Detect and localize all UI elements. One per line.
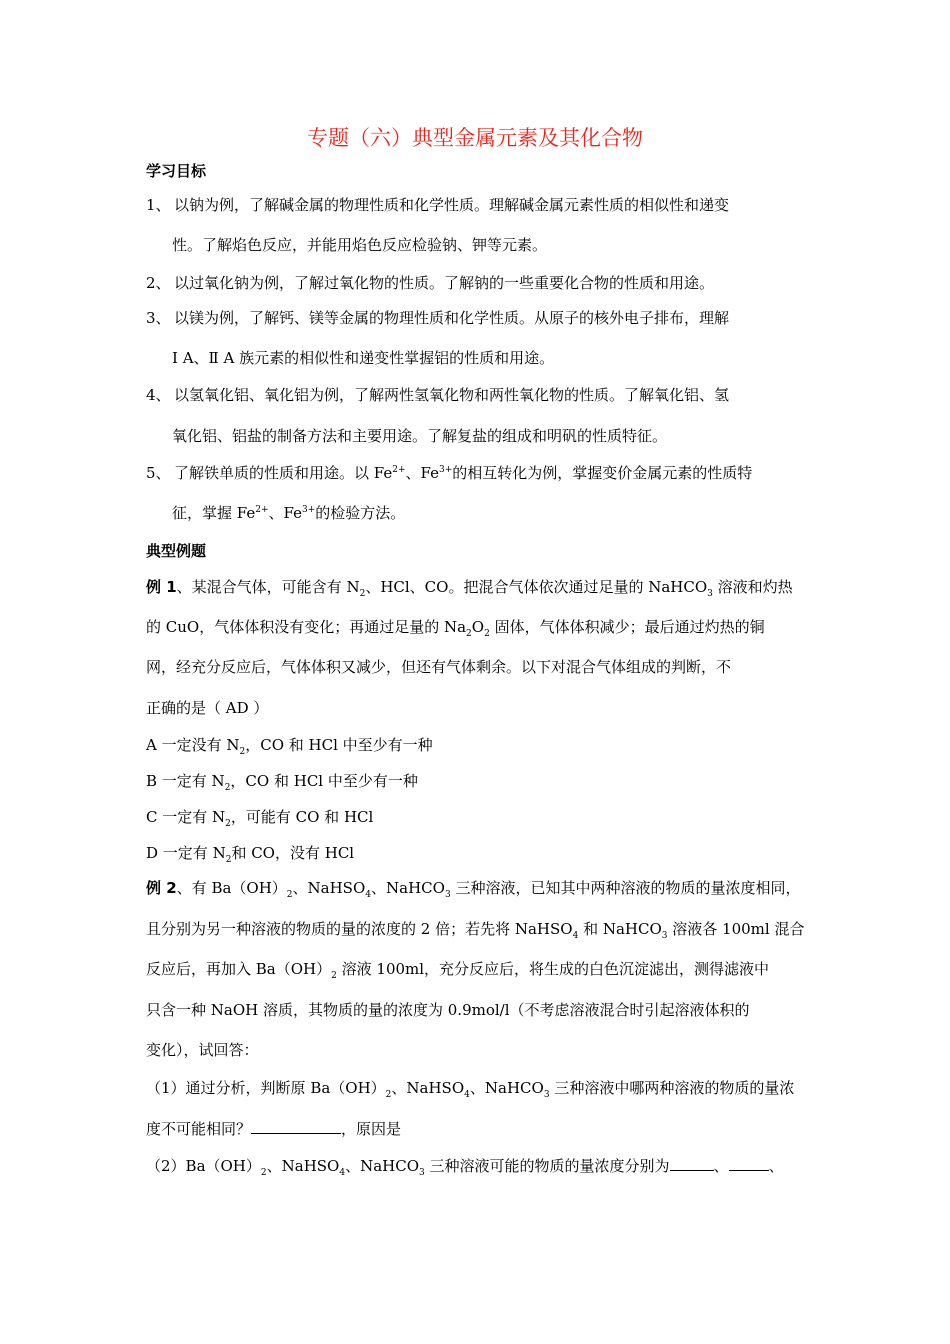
example-1-option-b: B 一定有 $N_2$，CO 和 HCl 中至少有一种 <box>146 772 418 793</box>
goal-item-continued: 性。了解焰色反应，并能用焰色反应检验钠、钾等元素。 <box>172 236 548 254</box>
goal-item: 2、 以过氧化钠为例，了解过氧化物的性质。了解钠的一些重要化合物的性质和用途。 <box>146 274 715 292</box>
section-heading-goals: 学习目标 <box>146 162 207 180</box>
document-title: 专题（六）典型金属元素及其化合物 <box>307 126 643 150</box>
goal-item: 4、 以氢氧化铝、氧化铝为例，了解两性氢氧化物和两性氧化物的性质。了解氧化铝、氢 <box>146 386 730 404</box>
example-1-option-a: A 一定没有 $N_2$，CO 和 HCl 中至少有一种 <box>146 736 433 757</box>
answer-blank[interactable] <box>729 1156 769 1171</box>
example-1-text: 的 CuO，气体体积没有变化；再通过足量的 $Na_2O_2$ 固体，气体体积减少；最后通过灼热的铜 <box>146 618 765 639</box>
example-2-label: 例 2 <box>146 879 177 897</box>
example-2-question-1-continued: 度不可能相同？ ，原因是 <box>146 1120 402 1138</box>
answer-blank[interactable] <box>670 1156 714 1171</box>
section-heading-examples: 典型例题 <box>146 542 207 560</box>
example-2-text: 例 2、有 $Ba(OH)_2$、NaHSO$_4$、NaHCO$_3$ 三种溶液，已知其中两种溶液的物质的量浓度相同， <box>146 879 801 900</box>
goal-item: 1、 以钠为例，了解碱金属的物理性质和化学性质。理解碱金属元素性质的相似性和递变 <box>146 196 730 214</box>
goal-item-continued: 氧化铝、铝盐的制备方法和主要用途。了解复盐的组成和明矾的性质特征。 <box>172 427 668 445</box>
example-2-question-1: （1）通过分析，判断原 $Ba(OH)_2$、NaHSO$_4$、NaHCO$_3$ 三种溶液中哪两种溶液的物质的量浓 <box>146 1079 795 1100</box>
example-1-answer-line: 正确的是（ AD ） <box>146 699 269 717</box>
example-1-option-d: D 一定有 $N_2$和 CO，没有 HCl <box>146 844 355 865</box>
goal-item: 3、 以镁为例，了解钙、镁等金属的物理性质和化学性质。从原子的核外电子排布，理解 <box>146 309 730 327</box>
goal-item: 5、 了解铁单质的性质和用途。以 $Fe^{2+}$、$Fe^{3+}$的相互转化为例，掌握变价金属元素的性质特 <box>146 464 753 482</box>
example-2-text: 且分别为另一种溶液的物质的量的浓度的 2 倍；若先将 NaHSO$_4$ 和 NaHCO$_3$ 溶液各 100ml 混合 <box>146 920 805 941</box>
example-2-text: 只含一种 NaOH 溶质，其物质的量的浓度为 0.9mol/l（不考虑溶液混合时引起溶液体积的 <box>146 1001 750 1019</box>
example-2-question-2: $(2)Ba(OH)_2$、NaHSO$_4$、NaHCO$_3$ 三种溶液可能的物质的量浓度分别为 、 、 <box>146 1157 784 1178</box>
example-1-text: 网，经充分反应后，气体体积又减少，但还有气体剩余。以下对混合气体组成的判断，不 <box>146 658 732 676</box>
goal-item-continued: 征，掌握 $Fe^{2+}$、$Fe^{3+}$的检验方法。 <box>172 504 406 522</box>
goal-item-continued: Ⅰ A、Ⅱ A 族元素的相似性和递变性掌握铝的性质和用途。 <box>172 349 555 367</box>
answer-blank[interactable] <box>251 1119 341 1134</box>
example-1-label: 例 1 <box>146 578 177 596</box>
example-1-option-c: C 一定有 $N_2$，可能有 CO 和 HCl <box>146 808 374 829</box>
example-2-text: 变化），试回答： <box>146 1041 259 1059</box>
example-1-text: 例 1、某混合气体，可能含有 $N_2$、HCl、CO。把混合气体依次通过足量的 NaHCO$_3$ 溶液和灼热 <box>146 578 793 599</box>
example-2-text: 反应后，再加入 $Ba(OH)_2$ 溶液 100ml，充分反应后，将生成的白色沉淀滤出，测得滤液中 <box>146 960 770 981</box>
